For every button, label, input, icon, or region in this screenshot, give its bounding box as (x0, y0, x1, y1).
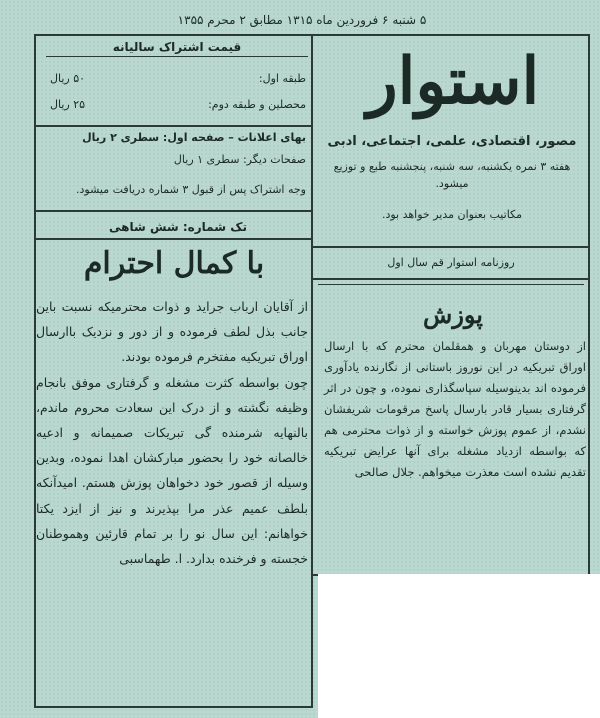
left-article-title: با کمال احترام (83, 246, 265, 281)
right-header-bottom-rule (311, 246, 588, 248)
left-article-paragraph: چون بواسطه کثرت مشغله و گرفتاری موفق بانجام وظیفه نگشته و از درک این سعادت محروم ماندم، بالنهایه شرمنده گی تبریکات صمیمانه و ادعیه خالصانه خود را بحضور مبارکشان اهدا نموده، وبدین وسیله از قصور خود دخواهان پوزش هستم. امیدآنکه بلطف عمیم عذر مرا بپذیرند و نیز از ایزد یکتا خواهانم: این سال نو را بر تمام قارئین وهموطنان خجسته و فرخنده بدارد. ا. طهماسبی (36, 374, 308, 567)
subscription-payment-note: وجه اشتراک پس از قبول ۳ شماره دریافت میشود. (76, 183, 306, 196)
ads-rates-other-pages: صفحات دیگر: سطری ۱ ریال (173, 153, 306, 166)
single-issue-price: تک شماره: شش شاهی (109, 220, 247, 234)
subscription-row-students (50, 98, 306, 111)
left-article-paragraph: از آقایان ارباب جراید و ذوات محترمیکه نسبت باین جانب بذل لطف فرموده و از دور و نزدیک باارسال اوراق تبریکیه مفتخرم فرموده بودند. (36, 299, 308, 365)
right-article-body (324, 336, 586, 483)
right-article-paragraph: از دوستان مهربان و همقلمان محترم که با ارسال اوراق تبریکیه در این نوروز باستانی از نگارنده یادآوری فرموده اند بدینوسیله سپاسگذاری نموده، و چون در اثر گرفتاری بسیار قادر بارسال پاسخ مرقومات شریفشان نشدم، از عموم پوزش خواسته و از ذوات محترمی هم که بواسطه ازدیاد مشغله برای آنها عرایض تبریکیه تقدیم نشده است معذرت میخواهم. جلال صالحی (324, 339, 586, 479)
subscription-title: قیمت اشتراک سالیانه (46, 40, 308, 57)
subscription-row-label: طبقه اول: (258, 72, 306, 85)
subscription-row-first-class (50, 72, 306, 85)
correspondence-note: مکاتیب بعنوان مدیر خواهد بود. (381, 208, 523, 221)
right-article-top-rule (318, 284, 584, 285)
blank-corner-area (318, 574, 600, 718)
subscription-row-label: محصلین و طبقه دوم: (208, 98, 306, 111)
section-head-bottom-rule (311, 278, 588, 280)
dateline: ۵ شنبه ۶ فروردین ماه ۱۳۱۵ مطابق ۲ محرم ۱۳۵۵ (177, 13, 427, 27)
subscription-bottom-rule (34, 125, 311, 127)
newspaper-masthead: استوار (366, 44, 540, 119)
right-article-title: پوزش (423, 300, 483, 329)
left-header-bottom-rule (34, 238, 311, 240)
left-article-body (36, 294, 308, 708)
ads-bottom-rule (34, 210, 311, 212)
column-divider-rule (311, 34, 313, 708)
ads-rates-title: بهای اعلانات – صفحه اول: سطری ۲ ریال (82, 131, 306, 144)
frame-right-rule (588, 34, 590, 574)
publication-schedule: هفته ۳ نمره یکشنبه، سه شنبه، پنجشنبه طبع و توزیع میشود. (333, 160, 571, 190)
section-header: روزنامه استوار قم سال اول (387, 256, 515, 269)
subscription-row-price: ۵۰ ریال (50, 72, 86, 85)
masthead-subtitle: مصور، اقتصادی، علمی، اجتماعی، ادبی (327, 134, 577, 149)
subscription-row-price: ۲۵ ریال (50, 98, 86, 111)
